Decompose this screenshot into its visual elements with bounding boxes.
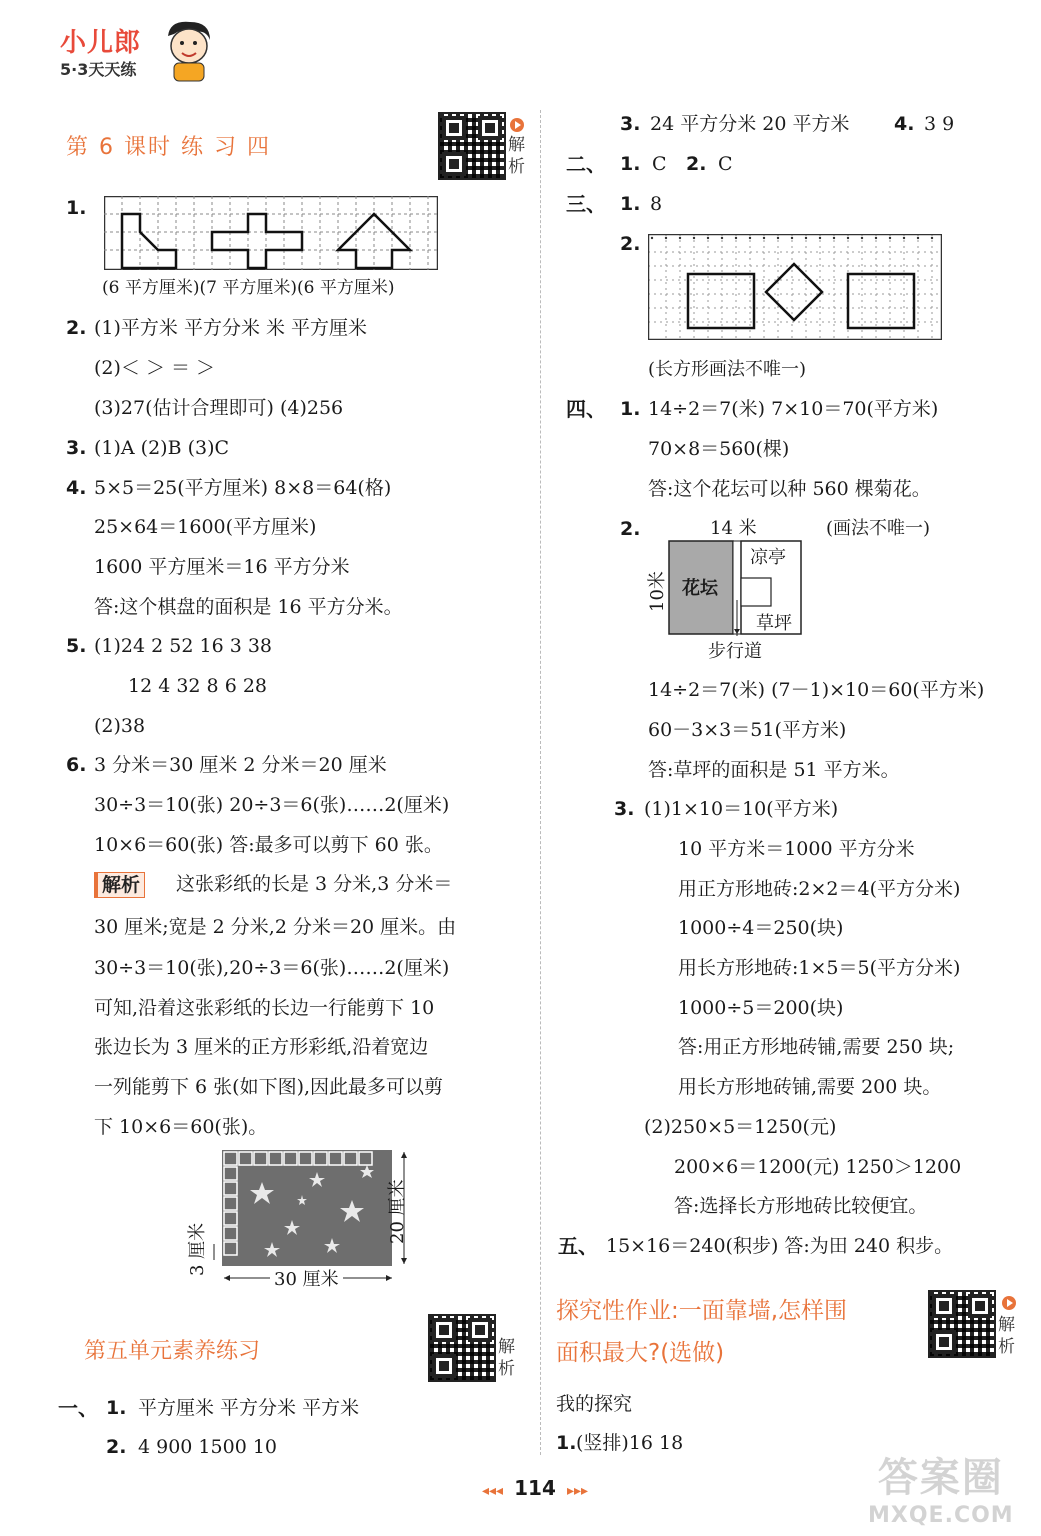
q5-line1: (1)24 2 52 16 3 38 (94, 635, 272, 657)
logo (60, 22, 141, 80)
fig-pavilion-label: 凉亭 (750, 547, 786, 568)
q4-line3: 1600 平方厘米＝16 平方分米 (94, 556, 350, 578)
column-divider (540, 110, 541, 1455)
watermark-url: MXQE.COM (868, 1503, 1014, 1528)
unit5-title: 第五单元素养练习 (84, 1339, 261, 1364)
q6-number: 6. (66, 754, 87, 776)
fig-width-label: 30 厘米 (270, 1268, 343, 1292)
watermark-text: 答案圈 (877, 1455, 1004, 1501)
q6-line3: 10×6＝60(张) 答:最多可以剪下 60 张。 (94, 834, 443, 856)
q1-captions: (6 平方厘米)(7 平方厘米)(6 平方厘米) (102, 278, 395, 298)
analysis-line1: 这张彩纸的长是 3 分米,3 分米＝ (176, 873, 453, 895)
q6-line1: 3 分米＝30 厘米 2 分米＝20 厘米 (94, 754, 387, 776)
analysis-line5: 张边长为 3 厘米的正方形彩纸,沿着宽边 (94, 1036, 429, 1058)
u1-q2-line: 4 900 1500 10 (138, 1436, 278, 1458)
r-si-line5: 60－3×3＝51(平方米) (648, 719, 847, 741)
r-si-n3: 3. (614, 798, 635, 820)
q1-number: 1. (66, 197, 87, 219)
q4-line4: 答:这个棋盘的面积是 16 平方分米。 (94, 596, 403, 618)
fig-flower-label: 花坛 (682, 578, 718, 599)
r-san-n1: 1. (620, 193, 641, 215)
play-icon (510, 118, 524, 132)
analysis-line6: 一列能剪下 6 张(如下图),因此最多可以剪 (94, 1076, 444, 1098)
r-si-n2: 2. (620, 518, 641, 540)
q4-number: 4. (66, 477, 87, 499)
analysis-line3: 30÷3＝10(张),20÷3＝6(张)……2(厘米) (94, 957, 450, 979)
r-si-line14: 用长方形地砖铺,需要 200 块。 (678, 1076, 942, 1098)
qr-code-lesson[interactable] (438, 112, 506, 180)
r-wu-section: 五、 (558, 1234, 598, 1258)
analysis-tag (94, 872, 145, 898)
play-icon-explore (1002, 1296, 1016, 1310)
r-er-a2: C (718, 153, 733, 175)
analysis-line4: 可知,沿着这张彩纸的长边一行能剪下 10 (94, 997, 435, 1019)
q1-grid-figure (104, 196, 438, 270)
r-er-n1: 1. (620, 153, 641, 175)
r0-text2: 3 9 (924, 113, 955, 135)
q6-line2: 30÷3＝10(张) 20÷3＝6(张)……2(厘米) (94, 794, 450, 816)
fig-height-label: 20 厘米 (387, 1179, 408, 1244)
r-si-line3: 答:这个花坛可以种 560 棵菊花。 (648, 478, 931, 500)
r-si-line13: 答:用正方形地砖铺,需要 250 块; (678, 1036, 955, 1058)
r-er-a1: C (652, 153, 667, 175)
explore-title-line2: 面积最大?(选做) (556, 1340, 725, 1366)
lesson-title: 第 6 课时 练 习 四 (66, 135, 271, 160)
r-san-a1: 8 (650, 193, 663, 215)
u1-q1-number: 1. (106, 1397, 127, 1419)
logo-title: 小儿郎 (60, 28, 142, 58)
next-arrows-icon: ▸▸▸ (566, 1483, 589, 1499)
r-si-line11: 用长方形地砖:1×5＝5(平方分米) (678, 957, 961, 979)
r-er-n2: 2. (686, 153, 707, 175)
qr-label-unit5: 解析 (498, 1337, 515, 1379)
logo-subtitle: 5·3天天练 (60, 60, 137, 79)
fig-note: (画法不唯一) (826, 518, 931, 539)
qr-label-explore: 解析 (998, 1315, 1015, 1357)
q5-number: 5. (66, 635, 87, 657)
u1-q1-line: 平方厘米 平方分米 平方米 (138, 1397, 360, 1419)
u1-section: 一、 (58, 1396, 98, 1420)
r-si-line6: 答:草坪的面积是 51 平方米。 (648, 759, 900, 781)
fig-top-label: 14 米 (710, 518, 757, 539)
r-si-line1: 14÷2＝7(米) 7×10＝70(平方米) (648, 398, 939, 420)
analysis-line2: 30 厘米;宽是 2 分米,2 分米＝20 厘米。由 (94, 916, 457, 938)
r-si-section: 四、 (566, 397, 606, 421)
q2-number: 2. (66, 317, 87, 339)
r-san-note: (长方形画法不唯一) (648, 359, 807, 380)
r-si-line10: 1000÷4＝250(块) (678, 917, 844, 939)
fig-left-label: 10米 (647, 571, 668, 612)
explore-title-line1: 探究性作业:一面靠墙,怎样围 (556, 1298, 848, 1324)
page-number: 114 (514, 1476, 556, 1500)
explore-n1: 1. (556, 1432, 577, 1454)
r-si-line12: 1000÷5＝200(块) (678, 997, 844, 1019)
q4-line1: 5×5＝25(平方厘米) 8×8＝64(格) (94, 477, 392, 499)
r-si-line16: 200×6＝1200(元) 1250＞1200 (674, 1156, 962, 1178)
q4-line2: 25×64＝1600(平方厘米) (94, 516, 317, 538)
q3-number: 3. (66, 437, 87, 459)
qr-code-unit5[interactable] (428, 1314, 496, 1382)
logo-boy-icon (160, 18, 216, 84)
r-wu-line1: 15×16＝240(积步) 答:为田 240 积步。 (606, 1235, 954, 1257)
r-si-line4: 14÷2＝7(米) (7－1)×10＝60(平方米) (648, 679, 985, 701)
explore-line1: (竖排)16 18 (576, 1432, 684, 1454)
r-si-line15: (2)250×5＝1250(元) (644, 1116, 837, 1138)
qr-code-explore[interactable] (928, 1290, 996, 1358)
q2-line3: (3)27(估计合理即可) (4)256 (94, 397, 344, 419)
fig-walk-label: 步行道 (708, 641, 762, 662)
u1-q2-number: 2. (106, 1436, 127, 1458)
r-san-section: 三、 (566, 192, 606, 216)
q2-line1: (1)平方米 平方分米 米 平方厘米 (94, 317, 368, 339)
fig-square-label: 3 厘米 (187, 1222, 208, 1276)
q5-line3: (2)38 (94, 715, 146, 737)
watermark (868, 1446, 1014, 1528)
r-si-n1: 1. (620, 398, 641, 420)
r-si-line2: 70×8＝560(棵) (648, 438, 790, 460)
r0-number: 3. (620, 113, 641, 135)
r0-text: 24 平方分米 20 平方米 (650, 113, 850, 135)
qr-label: 解析 (508, 135, 525, 177)
r-er-section: 二、 (566, 152, 606, 176)
r-si-line7: (1)1×10＝10(平方米) (644, 798, 839, 820)
prev-arrows-icon: ◂◂◂ (481, 1483, 504, 1499)
r-si-line8: 10 平方米＝1000 平方分米 (678, 838, 915, 860)
r-si-line17: 答:选择长方形地砖比较便宜。 (674, 1195, 928, 1217)
rect-square-grid-figure (648, 234, 942, 340)
q2-line2: (2)＜ ＞ ＝ ＞ (94, 357, 216, 379)
page-footer (460, 1476, 610, 1500)
r0-number2: 4. (894, 113, 915, 135)
r-san-n2: 2. (620, 233, 641, 255)
explore-subtitle: 我的探究 (556, 1393, 633, 1415)
analysis-line7: 下 10×6＝60(张)。 (94, 1116, 268, 1138)
analysis-badge: 解析 (94, 872, 145, 898)
r-si-line9: 用正方形地砖:2×2＝4(平方分米) (678, 878, 961, 900)
fig-lawn-label: 草坪 (756, 613, 792, 634)
q5-line2: 12 4 32 8 6 28 (128, 675, 267, 697)
q3-line1: (1)A (2)B (3)C (94, 437, 230, 459)
